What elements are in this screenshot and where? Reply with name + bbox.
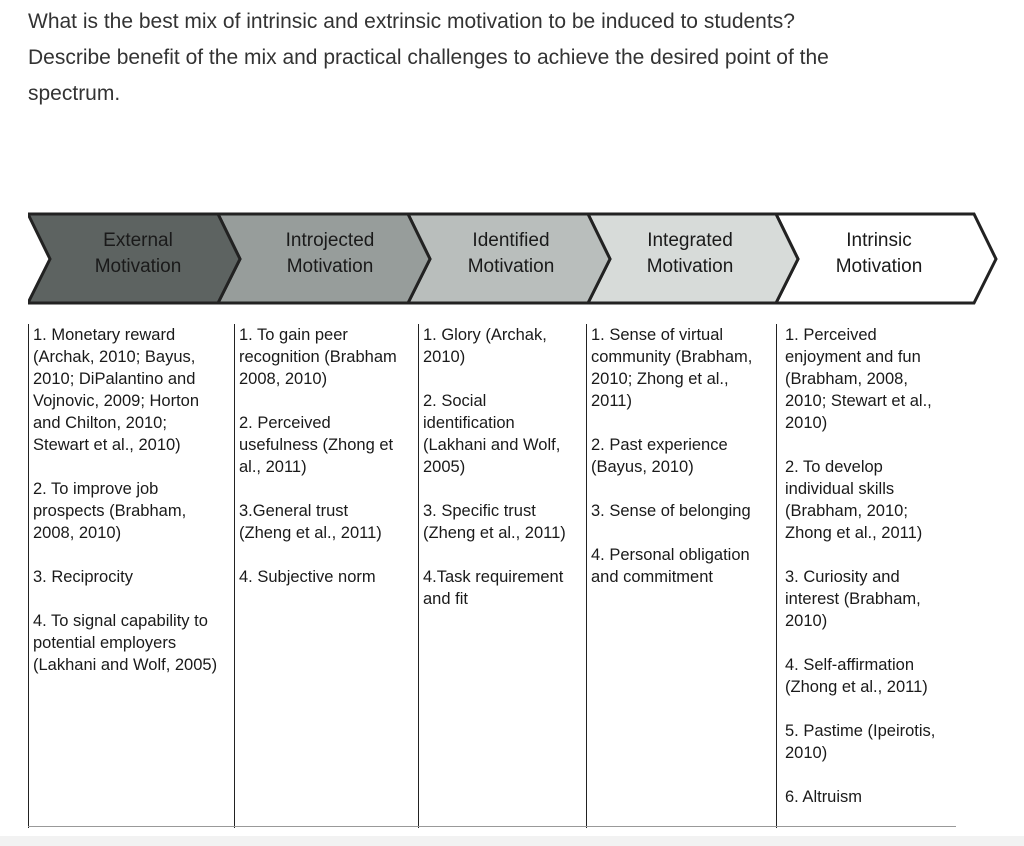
stage-label-introjected: Introjected Motivation [285, 230, 375, 277]
factor-item: 1. Monetary reward (Archak, 2010; Bayus, 2010; DiPalantino and Vojnovic, 2009; Horton and Chilton, 2010; Stewart et al., 2010) [33, 326, 200, 454]
factor-item: 2. To improve job prospects (Brabham, 2008, 2010) [33, 480, 187, 542]
factor-item: 4. Personal obligation and commitment [591, 546, 750, 586]
factor-column-identified [418, 324, 586, 828]
factor-item: 1. Sense of virtual community (Brabham, 2010; Zhong et al., 2011) [591, 326, 753, 410]
factor-item: 3. Curiosity and interest (Brabham, 2010) [785, 568, 921, 630]
factor-column-integrated [586, 324, 776, 828]
factor-item: 2. To develop individual skills (Brabham, 2010; Zhong et al., 2011) [785, 458, 923, 542]
factor-item: 2. Social identification (Lakhani and Wolf, 2005) [423, 392, 561, 476]
factor-item: 2. Past experience (Bayus, 2010) [591, 436, 728, 476]
stage-label-intrinsic: Intrinsic Motivation [835, 230, 923, 277]
factor-item: 3.General trust (Zheng et al., 2011) [239, 502, 382, 542]
factor-column-intrinsic [776, 324, 956, 828]
stage-label-integrated: Integrated Motivation [646, 230, 734, 277]
factor-item: 4. Self-affirmation (Zhong et al., 2011) [785, 656, 928, 696]
factor-item: 3. Reciprocity [33, 568, 133, 586]
question-line-1: What is the best mix of intrinsic and extrinsic motivation to be induced to students? [28, 10, 795, 33]
factor-item: 4.Task requirement and fit [423, 568, 564, 608]
factor-column-introjected [234, 324, 418, 828]
page-bottom-strip [0, 836, 1024, 846]
factor-item: 5. Pastime (Ipeirotis, 2010) [785, 722, 936, 762]
factor-item: 4. Subjective norm [239, 568, 376, 586]
factor-column-external [28, 324, 234, 828]
question-line-3: spectrum. [28, 82, 121, 105]
motivation-factor-table [28, 324, 956, 828]
stage-label-external: External Motivation [94, 230, 182, 277]
motivation-spectrum-figure [28, 212, 998, 828]
factor-item: 1. Glory (Archak, 2010) [423, 326, 547, 366]
factor-item: 3. Specific trust (Zheng et al., 2011) [423, 502, 566, 542]
factor-item: 4. To signal capability to potential employers (Lakhani and Wolf, 2005) [33, 612, 218, 674]
stage-label-identified: Identified Motivation [467, 230, 555, 277]
question-line-2: Describe benefit of the mix and practical challenges to achieve the desired point of the [28, 46, 829, 69]
factor-item: 3. Sense of belonging [591, 502, 751, 520]
factor-item: 1. Perceived enjoyment and fun (Brabham, 2008, 2010; Stewart et al., 2010) [785, 326, 932, 432]
factor-item: 1. To gain peer recognition (Brabham 2008, 2010) [239, 326, 397, 388]
table-bottom-rule [28, 826, 956, 827]
factor-item: 6. Altruism [785, 788, 863, 806]
question-text [28, 4, 988, 112]
factor-item: 2. Perceived usefulness (Zhong et al., 2011) [239, 414, 394, 476]
